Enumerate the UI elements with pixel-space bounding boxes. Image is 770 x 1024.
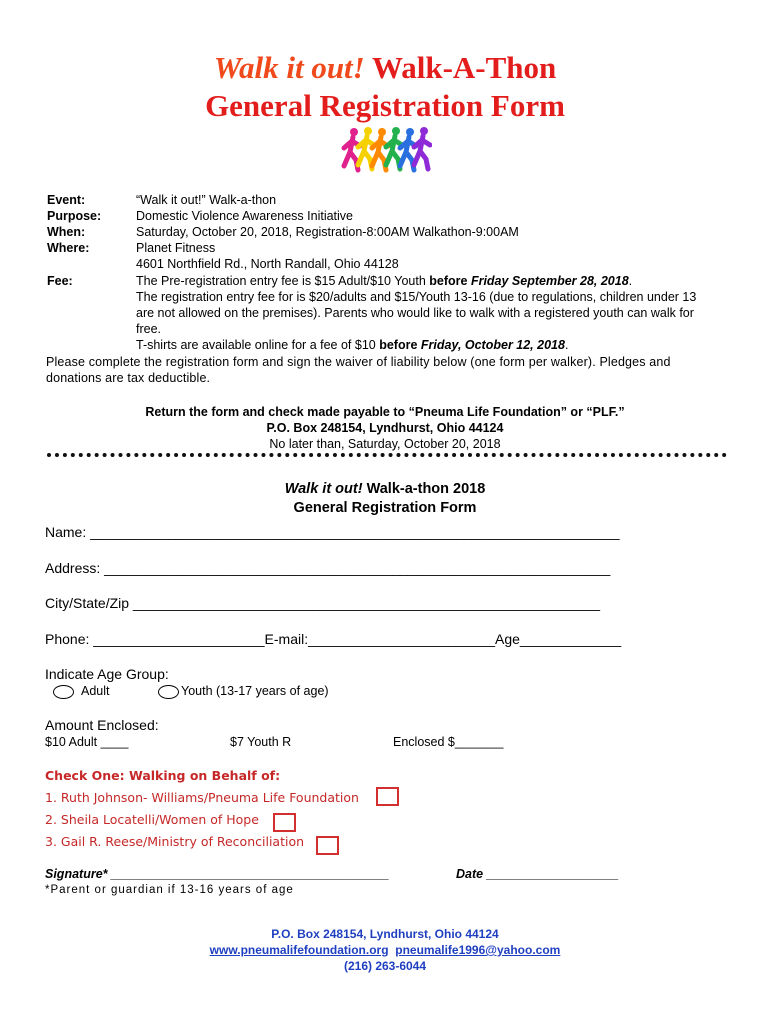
adult-label: Adult — [81, 684, 110, 698]
event-info — [0, 192, 770, 352]
footer-address: P.O. Box 248154, Lyndhurst, Ohio 44124 — [271, 927, 499, 941]
page-title: Walk it out! Walk-A-Thon — [213, 50, 557, 85]
runners-icon — [340, 126, 432, 174]
return-info: Return the form and check made payable to “Pneuma Life Foundation” or “PLF.” P.O. Box 248154, Lyndhurst, Ohio 44124 No later than, Saturday, October 20, 2018 — [145, 405, 625, 451]
amount-label: Amount Enclosed: — [45, 717, 159, 733]
adult-radio[interactable] — [53, 685, 74, 699]
footer — [0, 926, 770, 974]
where-label: Where: — [47, 241, 90, 255]
fee-line-4: free. — [136, 322, 162, 336]
check-one-label: Check One: Walking on Behalf of: — [45, 768, 281, 783]
age-group-label: Indicate Age Group: — [45, 666, 169, 682]
phone-email-age-field[interactable]: Phone: ______________________E-mail:________________________Age_____________ — [45, 631, 622, 647]
option-2-checkbox[interactable] — [273, 813, 296, 832]
option-2-label: 2. Sheila Locatelli/Women of Hope — [45, 812, 259, 827]
date-field[interactable]: Date ___________________ — [456, 867, 619, 881]
amount-youth[interactable]: $7 Youth R — [230, 735, 292, 749]
when-value: Saturday, October 20, 2018, Registration-8:00AM Walkathon-9:00AM — [136, 225, 519, 239]
fee-line-2: The registration entry fee for is $20/adults and $15/Youth 13-16 (due to regulations, children under 13 — [136, 290, 697, 304]
when-label: When: — [47, 225, 86, 239]
footer-phone: (216) 263-6044 — [343, 959, 427, 973]
page-subtitle: General Registration Form — [205, 88, 565, 123]
name-field[interactable]: Name: ____________________________________________________________________ — [45, 524, 620, 540]
youth-radio[interactable] — [158, 685, 179, 699]
purpose-value: Domestic Violence Awareness Initiative — [136, 209, 354, 223]
option-3-label: 3. Gail R. Reese/Ministry of Reconciliation — [45, 834, 305, 849]
cut-line — [47, 453, 727, 457]
city-state-zip-field[interactable]: City/State/Zip ____________________________________________________________ — [45, 595, 601, 611]
signature-field[interactable]: Signature* ________________________________________ — [45, 867, 390, 881]
purpose-label: Purpose: — [47, 209, 102, 223]
guardian-note: *Parent or guardian if 13-16 years of age — [45, 884, 294, 896]
tshirt-line: T-shirts are available online for a fee of $10 before Friday, October 12, 2018. — [136, 338, 569, 352]
website-link[interactable]: www.pneumalifefoundation.org — [209, 943, 389, 957]
amount-enclosed[interactable]: Enclosed $_______ — [393, 735, 504, 749]
where-address: 4601 Northfield Rd., North Randall, Ohio 44128 — [136, 257, 399, 271]
address-field[interactable]: Address: _________________________________________________________________ — [45, 560, 611, 576]
where-value: Planet Fitness — [136, 241, 216, 255]
email-link[interactable]: pneumalife1996@yahoo.com — [395, 943, 561, 957]
instructions: Please complete the registration form and sign the waiver of liability below (one form per walker). Pledges and donations are tax deductible. — [46, 355, 671, 385]
event-label: Event: — [47, 193, 86, 207]
option-3-checkbox[interactable] — [316, 836, 339, 855]
event-value: “Walk it out!” Walk-a-thon — [136, 193, 277, 207]
amount-adult[interactable]: $10 Adult ____ — [45, 735, 129, 749]
fee-line-3: are not allowed on the premises). Parents who would like to walk with a registered youth can walk for — [136, 306, 694, 320]
option-1-checkbox[interactable] — [376, 787, 399, 806]
form-title: Walk it out! Walk-a-thon 2018 General Registration Form — [284, 481, 486, 516]
youth-label: Youth (13-17 years of age) — [181, 684, 329, 698]
option-1-label: 1. Ruth Johnson- Williams/Pneuma Life Foundation — [45, 790, 359, 805]
fee-line-1: The Pre-registration entry fee is $15 Adult/$10 Youth before Friday September 28, 2018. — [136, 274, 633, 288]
fee-label: Fee: — [47, 274, 73, 288]
